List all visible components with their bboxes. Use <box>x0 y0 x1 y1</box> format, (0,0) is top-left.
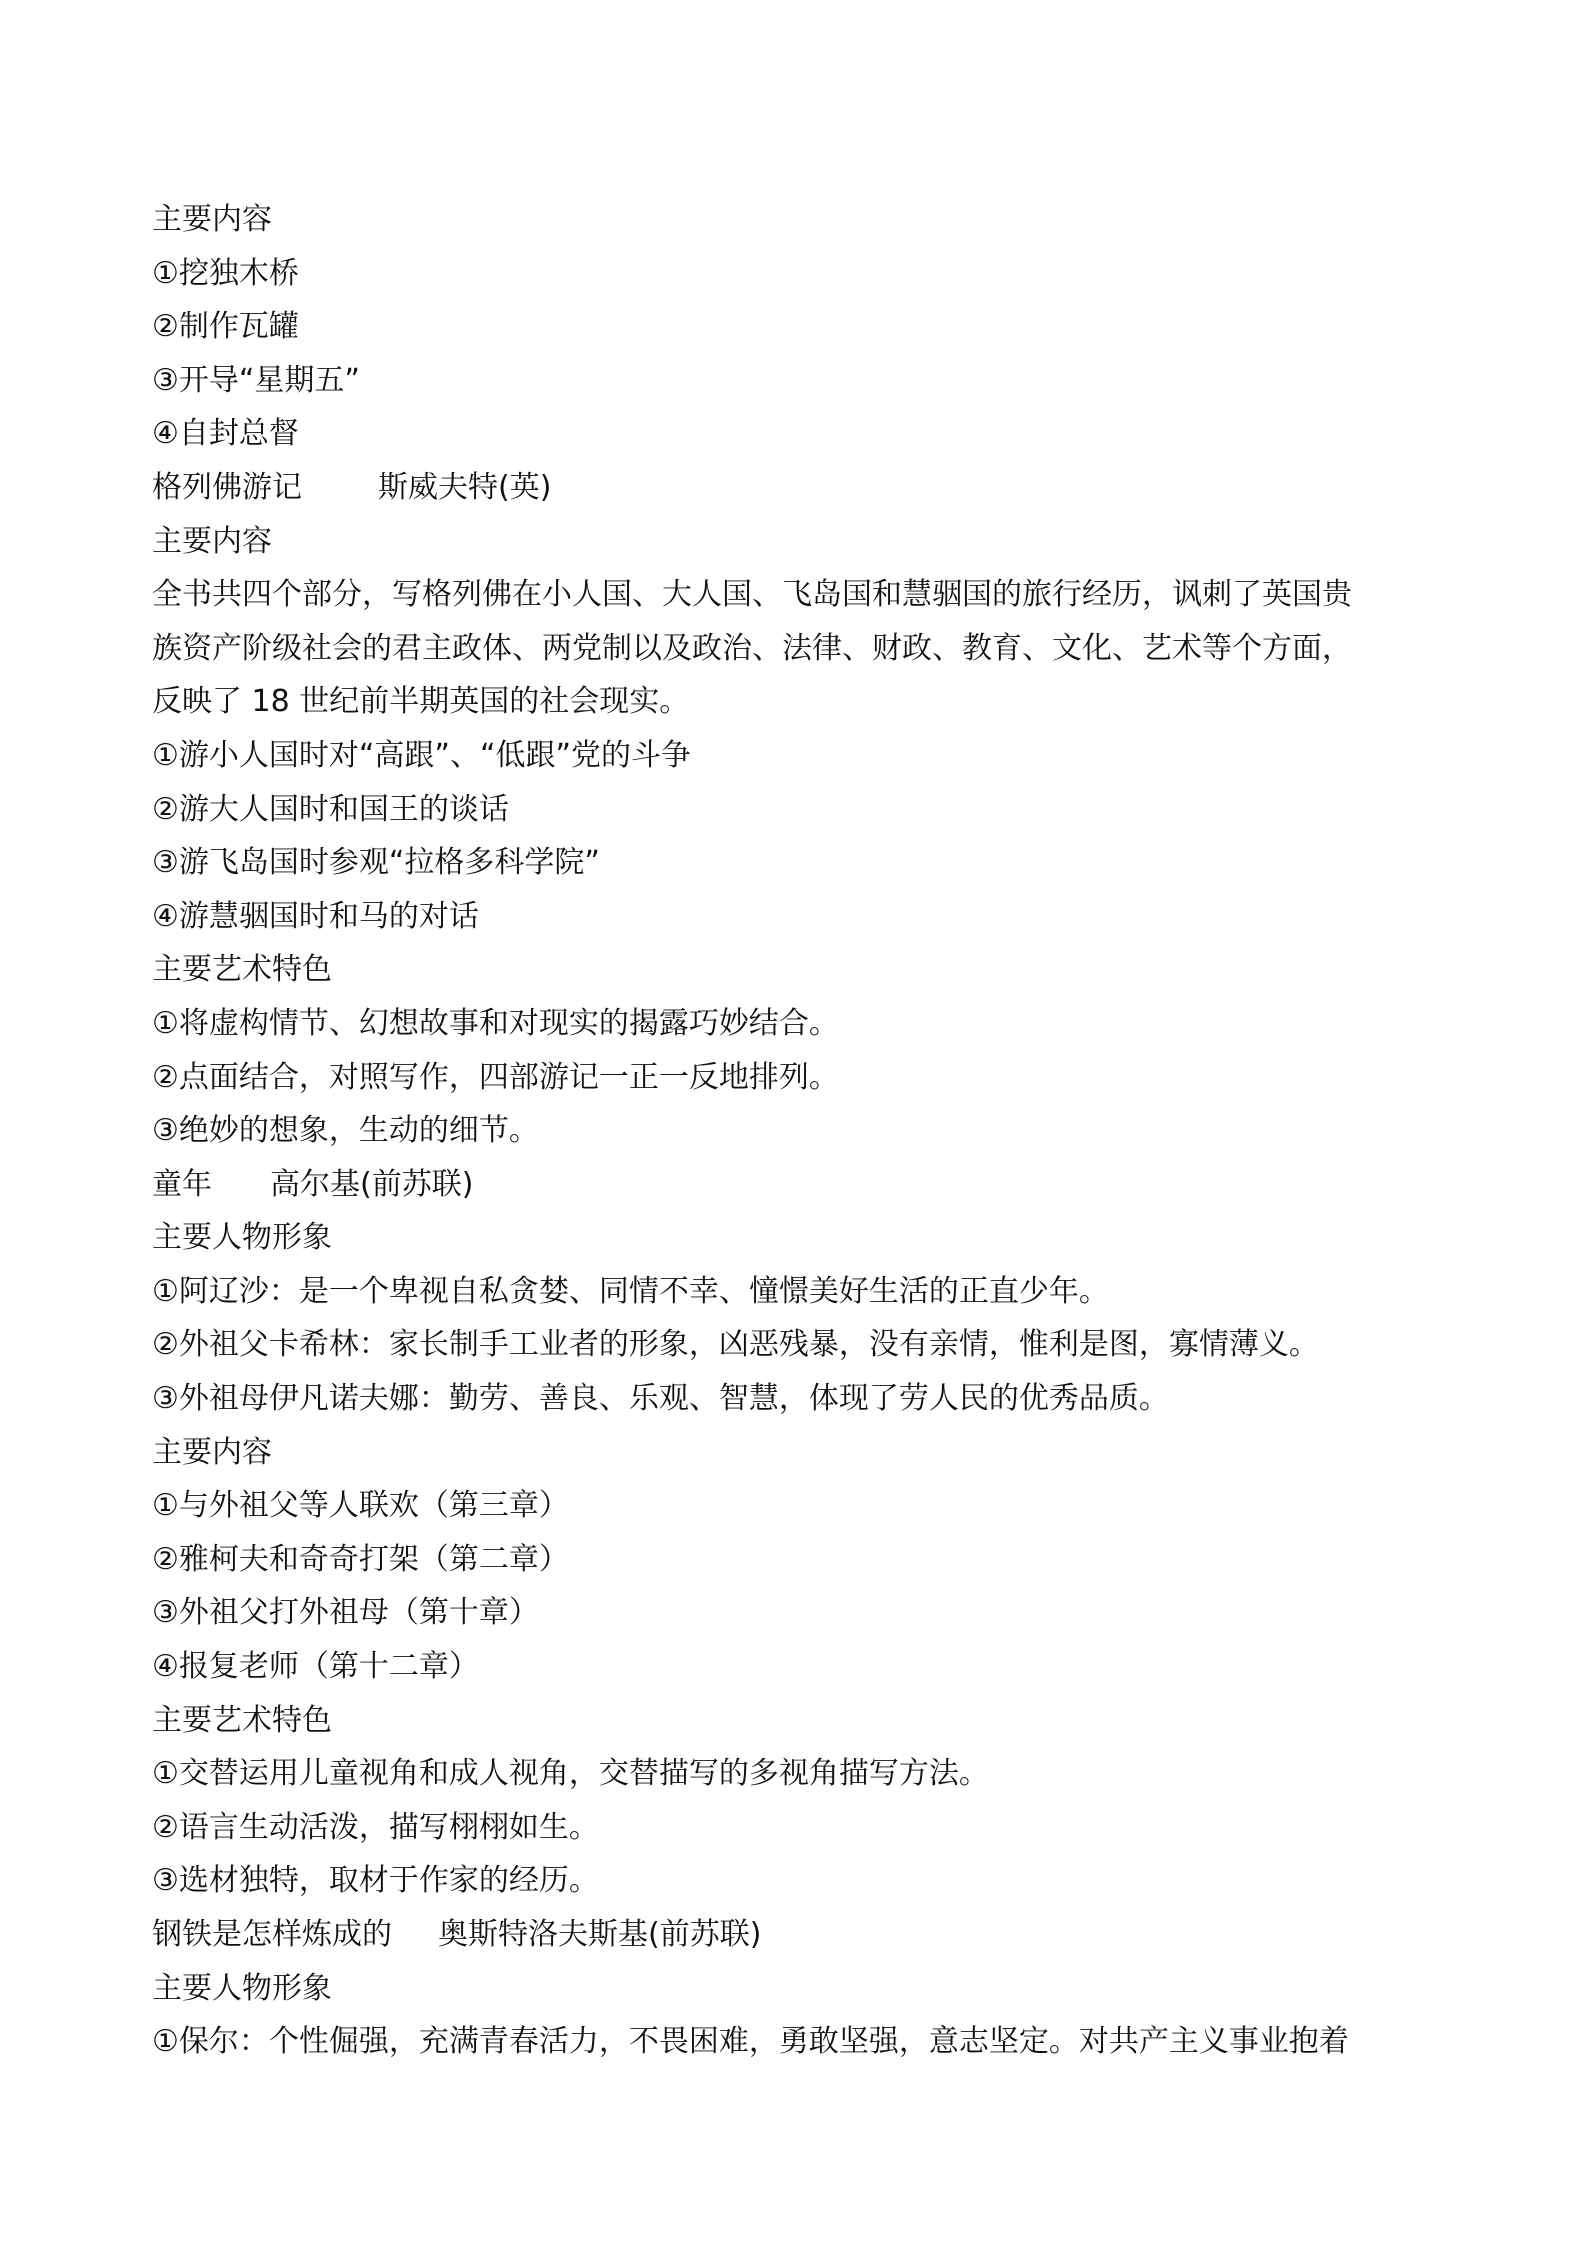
book-author: 高尔基(前苏联) <box>270 1166 474 1202</box>
section-heading: 主要内容 <box>152 202 272 237</box>
book-title-line <box>152 1908 1442 1962</box>
list-item: ②外祖父卡希林：家长制手工业者的形象，凶恶残暴，没有亲情，惟利是图，寡情薄义。 <box>152 1327 1319 1363</box>
list-item: ②游大人国时和国王的谈话 <box>152 791 509 827</box>
section-heading: 主要内容 <box>152 1434 272 1470</box>
paragraph-line: 族资产阶级社会的君主政体、两党制以及政治、法律、财政、教育、文化、艺术等个方面， <box>152 630 1352 666</box>
section-heading: 主要艺术特色 <box>152 952 332 988</box>
list-item: ③开导“星期五” <box>152 362 360 398</box>
list-item: ①交替运用儿童视角和成人视角，交替描写的多视角描写方法。 <box>152 1756 989 1792</box>
list-item: ③外祖母伊凡诺夫娜：勤劳、善良、乐观、智慧，体现了劳人民的优秀品质。 <box>152 1381 1169 1417</box>
list-item: ①挖独木桥 <box>152 255 299 291</box>
list-item: ①阿辽沙：是一个卑视自私贪婪、同情不幸、憧憬美好生活的正直少年。 <box>152 1273 1109 1309</box>
book-title-line <box>152 461 1442 515</box>
list-item: ①保尔：个性倔强，充满青春活力，不畏困难，勇敢坚强，意志坚定。对共产主义事业抱着 <box>152 2024 1349 2060</box>
list-item: ②语言生动活泼，描写栩栩如生。 <box>152 1809 599 1845</box>
list-item: ②点面结合，对照写作，四部游记一正一反地排列。 <box>152 1059 839 1095</box>
list-item: ③游飞岛国时参观“拉格多科学院” <box>152 845 600 881</box>
book-title: 钢铁是怎样炼成的 <box>152 1917 392 1952</box>
list-item: ①游小人国时对“高跟”、“低跟”党的斗争 <box>152 737 692 773</box>
document-body <box>152 193 1442 2069</box>
list-item: ④自封总督 <box>152 416 299 452</box>
list-item: ③外祖父打外祖母（第十章） <box>152 1595 539 1631</box>
list-item: ①与外祖父等人联欢（第三章） <box>152 1488 569 1524</box>
list-item: ④报复老师（第十二章） <box>152 1649 479 1685</box>
book-author: 斯威夫特(英) <box>378 469 552 505</box>
list-item: ④游慧骃国时和马的对话 <box>152 898 479 934</box>
book-author: 奥斯特洛夫斯基(前苏联) <box>438 1917 762 1952</box>
section-heading: 主要人物形象 <box>152 1970 332 2006</box>
section-heading: 主要内容 <box>152 523 272 559</box>
section-heading: 主要人物形象 <box>152 1220 332 1256</box>
list-item: ②制作瓦罐 <box>152 309 299 345</box>
paragraph-line: 反映了 18 世纪前半期英国的社会现实。 <box>152 684 690 720</box>
list-item: ③选材独特，取材于作家的经历。 <box>152 1863 599 1899</box>
list-item: ①将虚构情节、幻想故事和对现实的揭露巧妙结合。 <box>152 1005 839 1041</box>
book-title-line <box>152 1158 1442 1212</box>
list-item: ③绝妙的想象，生动的细节。 <box>152 1113 539 1149</box>
section-heading: 主要艺术特色 <box>152 1702 332 1738</box>
book-title: 格列佛游记 <box>152 469 302 505</box>
paragraph-line: 全书共四个部分，写格列佛在小人国、大人国、飞岛国和慧骃国的旅行经历，讽刺了英国贵 <box>152 577 1352 613</box>
list-item: ②雅柯夫和奇奇打架（第二章） <box>152 1541 569 1577</box>
book-title: 童年 <box>152 1166 212 1202</box>
